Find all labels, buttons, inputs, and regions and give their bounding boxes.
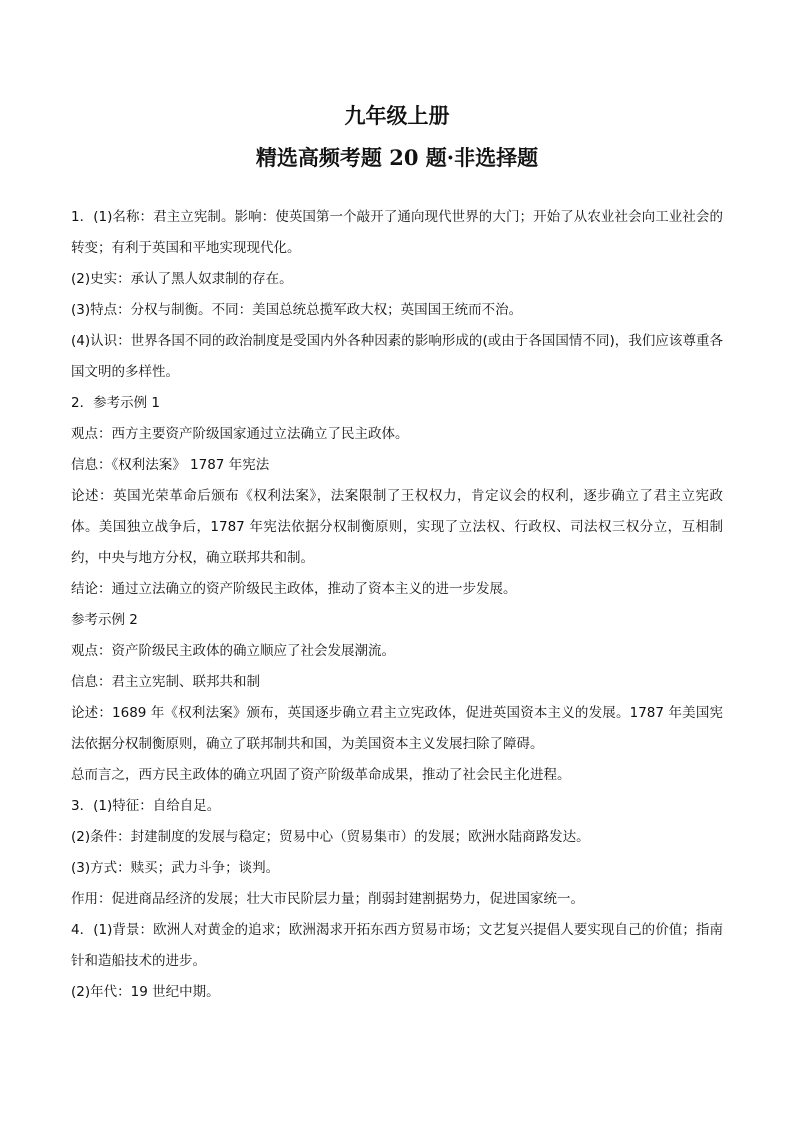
answer-2-example-1-viewpoint: 观点：西方主要资产阶级国家通过立法确立了民主政体。 [71,426,409,442]
answer-1-part-2: (2)史实：承认了黑人奴隶制的存在。 [71,271,293,287]
answer-2-example-2-summary: 总而言之，西方民主政体的确立巩固了资产阶级革命成果，推动了社会民主化进程。 [71,767,571,783]
answer-2-example-2-viewpoint: 观点：资产阶级民主政体的确立顺应了社会发展潮流。 [71,643,395,659]
answer-2-example-1-info: 信息：《权利法案》 1787 年宪法 [71,457,270,473]
answer-3-part-2: (2)条件：封建制度的发展与稳定；贸易中心（贸易集市）的发展；欧洲水陆商路发达。 [71,829,590,845]
answer-2-example-1-conclusion: 结论：通过立法确立的资产阶级民主政体，推动了资本主义的进一步发展。 [71,581,517,597]
answer-4-part-2: (2)年代：19 世纪中期。 [71,984,220,1000]
page-title: 九年级上册 [344,103,450,128]
answer-2-example-2-heading: 参考示例 2 [71,612,138,628]
answer-1-part-3: (3)特点：分权与制衡。不同：美国总统总揽军政大权；英国国王统而不治。 [71,302,523,318]
answer-2-example-1-heading: 2．参考示例 1 [71,395,160,411]
answer-4-part-1: 4．(1)背景：欧洲人对黄金的追求；欧洲渴求开拓东西方贸易市场；文艺复兴提倡人要实现自己的价值；指南针和造船技术的进步。 [71,922,723,969]
answer-3-part-1: 3．(1)特征：自给自足。 [71,798,221,814]
page-subtitle: 精选高频考题 20 题·非选择题 [255,145,539,170]
answer-3-effect: 作用：促进商品经济的发展；壮大市民阶层力量；削弱封建割据势力，促进国家统一。 [71,891,584,907]
answer-1-part-4: (4)认识：世界各国不同的政治制度是受国内外各种因素的影响形成的(或由于各国国情不同)，我们应该尊重各国文明的多样性。 [71,333,723,380]
answer-2-example-2-argument: 论述：1689 年《权利法案》颁布，英国逐步确立君主立宪政体，促进英国资本主义的发展。1787 年美国宪法依据分权制衡原则，确立了联邦制共和国，为美国资本主义发展扫除了障碍。 [71,705,723,752]
answer-3-part-3: (3)方式：赎买；武力斗争；谈判。 [71,860,280,876]
answer-2-example-1-argument: 论述：英国光荣革命后颁布《权利法案》，法案限制了王权权力，肯定议会的权利，逐步确立了君主立宪政体。美国独立战争后，1787 年宪法依据分权制衡原则，实现了立法权、行政权、司法权三权分立，互相制约，中央与地方分权，确立联邦共和制。 [71,488,723,566]
answer-2-example-2-info: 信息：君主立宪制、联邦共和制 [71,674,260,690]
answer-content [71,202,723,1008]
answer-1-part-1: 1．(1)名称：君主立宪制。影响：使英国第一个敲开了通向现代世界的大门；开始了从农业社会向工业社会的转变；有利于英国和平地实现现代化。 [71,209,723,256]
